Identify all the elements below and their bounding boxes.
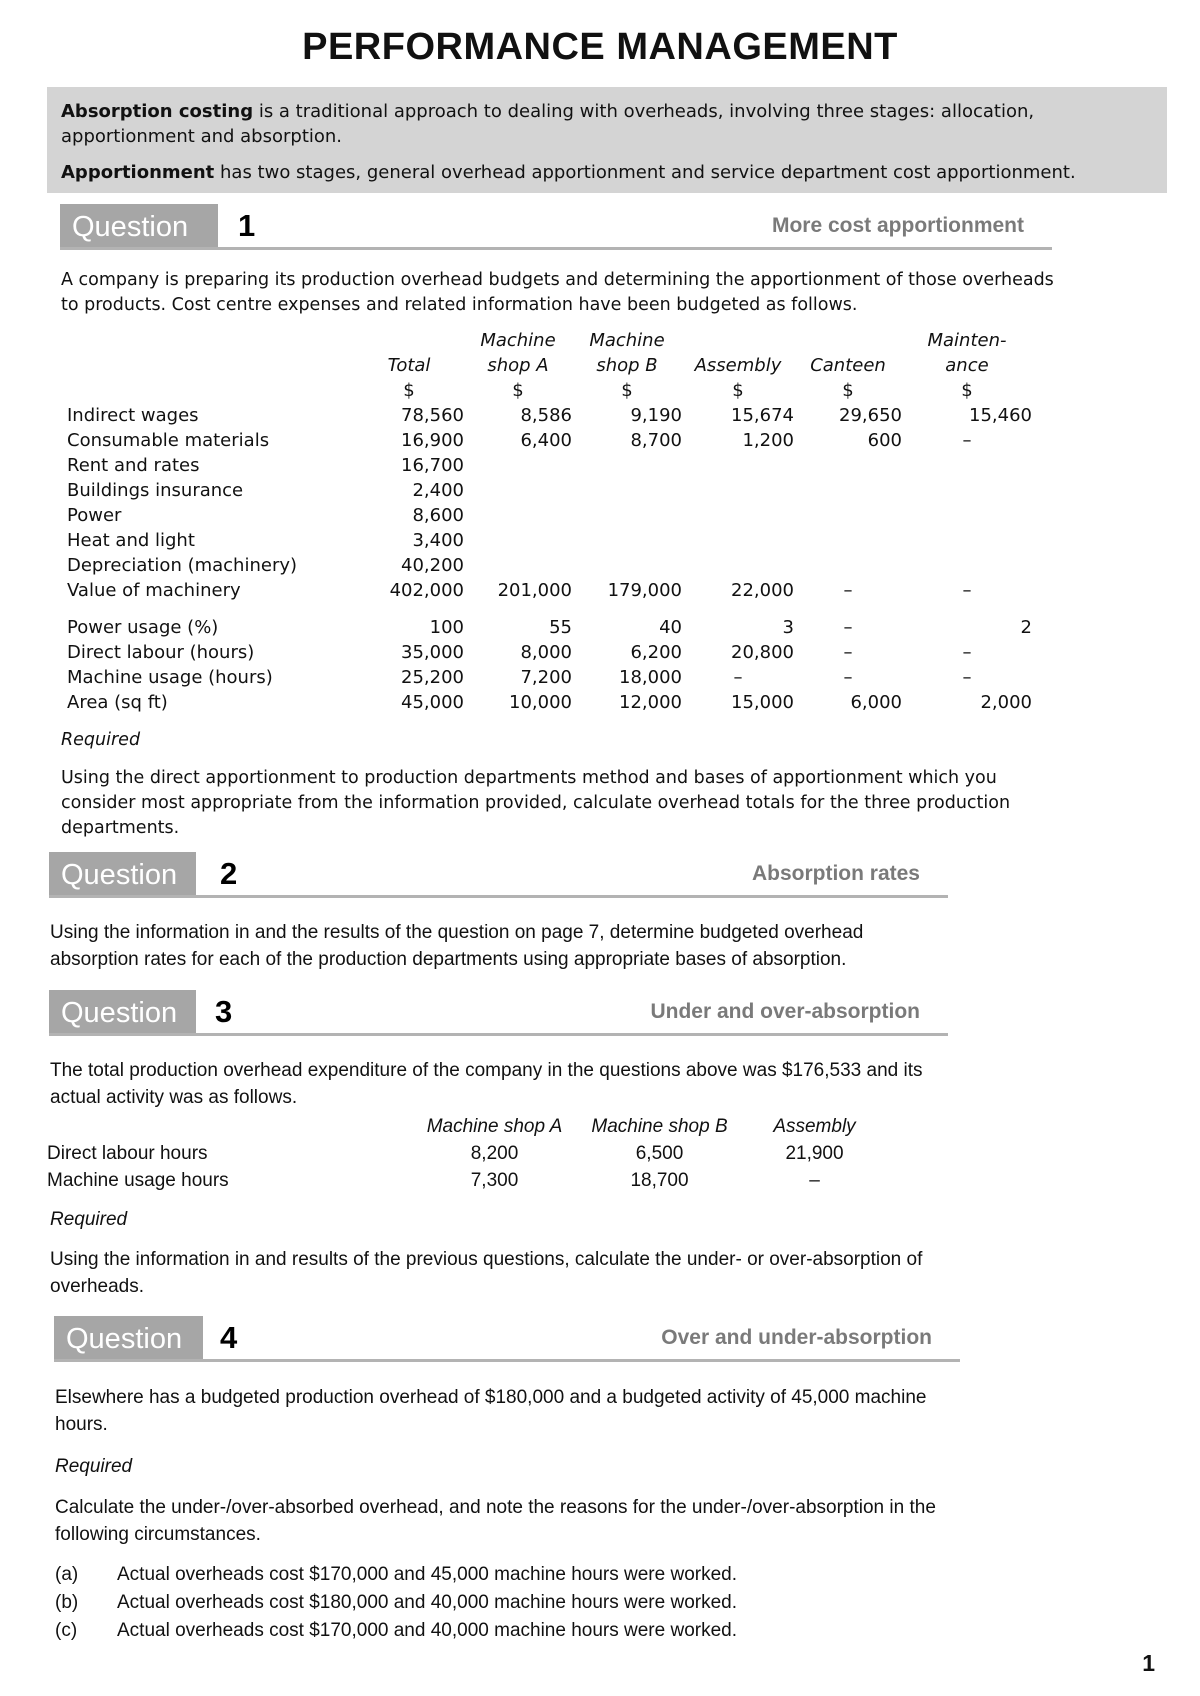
table-row [62,403,1032,428]
table-cell [47,1113,412,1140]
actual-activity-table [47,1113,887,1194]
table-row [62,640,1032,665]
table-cell: 2,400 [412,480,464,501]
table-cell: shop A [487,355,549,376]
table-row [62,453,1032,478]
question-1-topic: More cost apportionment [771,214,1024,237]
question-4-number: 4 [220,1320,238,1355]
question-3-rule [49,1033,948,1036]
table-cell: $ [842,380,854,401]
table-cell [572,478,682,503]
table-spacer [62,603,1032,615]
table-row [62,428,1032,453]
table-cell: 6,200 [630,642,682,663]
table-cell [464,503,572,528]
table-cell [62,328,354,353]
question-1-intro: A company is preparing its production overhead budgets and determining the apportionment of those overheads to products. Cost centre expenses and related information have been budgeted as follows. [61,270,1054,315]
question-3-number: 3 [215,994,233,1029]
list-item [55,1617,955,1645]
table-cell: shop B [596,355,658,376]
table-cell [572,553,682,578]
list-text: Actual overheads cost $170,000 and 45,000 machine hours were worked. [117,1564,738,1585]
table-cell: 2,000 [980,692,1032,713]
table-header-row [62,328,1032,353]
question-1-header [60,204,1052,250]
table-cell: 7,200 [520,667,572,688]
table-cell: 3 [782,617,794,638]
table-cell: Machine usage (hours) [67,667,273,688]
question-4-label: Question [54,1316,203,1360]
question-4-circumstances [55,1561,955,1645]
table-row [62,615,1032,640]
table-cell: Indirect wages [67,405,199,426]
table-cell: 179,000 [607,580,682,601]
table-cell: 21,900 [785,1143,844,1164]
table-cell [794,453,902,478]
table-cell: ance [945,355,989,376]
page-number: 1 [1142,1650,1155,1676]
key-point-absorption: Absorption costing is a traditional approach to dealing with overheads, involving three stages: allocation, apportionment and absorption. [61,101,1035,147]
table-cell: 402,000 [389,580,464,601]
table-header-row [47,1113,887,1140]
table-cell: 55 [549,617,572,638]
question-2-topic: Absorption rates [751,862,920,885]
table-cell: 6,500 [635,1143,684,1164]
table-cell [572,503,682,528]
question-4-header [54,1316,960,1362]
table-cell: Machine [480,330,556,351]
table-row [62,503,1032,528]
table-row [47,1140,887,1167]
table-cell: – [843,642,853,663]
table-cell: Machine [589,330,665,351]
table-cell: – [843,667,853,688]
key-point-apportionment: Apportionment has two stages, general overhead apportionment and service department cost apportionment. [61,162,1076,183]
question-1-rule [60,247,1052,250]
table-cell: Assembly [694,355,782,376]
table-cell: 35,000 [401,642,464,663]
table-cell [354,328,464,353]
table-cell [794,503,902,528]
table-cell: – [843,580,853,601]
table-cell: $ [621,380,633,401]
table-cell: Buildings insurance [67,480,244,501]
page-title: PERFORMANCE MANAGEMENT [302,26,898,68]
cost-centre-table [62,328,1032,715]
table-cell: 9,190 [630,405,682,426]
question-4-topic: Over and under-absorption [661,1326,932,1349]
table-cell: 1,200 [742,430,794,451]
table-cell: 8,600 [412,505,464,526]
question-2-rule [49,895,948,898]
question-3-topic: Under and over-absorption [650,1000,920,1023]
table-cell [62,378,354,403]
table-cell [464,553,572,578]
table-cell: Rent and rates [67,455,200,476]
table-cell: 22,000 [731,580,794,601]
table-cell: – [962,642,972,663]
table-cell [902,528,1032,553]
table-cell: 25,200 [401,667,464,688]
table-cell [902,553,1032,578]
table-cell: – [809,1170,820,1191]
table-cell [682,453,794,478]
table-cell [794,528,902,553]
table-cell: 40 [659,617,682,638]
table-cell: $ [512,380,524,401]
question-1-required-text: Using the direct apportionment to production departments method and bases of apportionment which you consider most appropriate from the information provided, calculate overhead totals for the three production departments. [61,768,1011,838]
table-cell: Consumable materials [67,430,270,451]
table-cell [902,478,1032,503]
table-cell [682,553,794,578]
table-cell: 8,000 [520,642,572,663]
table-cell: – [962,430,972,451]
table-cell: Machine shop B [591,1116,728,1137]
table-cell: Canteen [810,355,886,376]
table-row [62,478,1032,503]
table-cell [902,453,1032,478]
table-cell: 29,650 [839,405,902,426]
key-term-apportionment: Apportionment [61,162,215,183]
table-row [62,528,1032,553]
table-cell: 18,700 [630,1170,689,1191]
table-cell: Power usage (%) [67,617,219,638]
table-cell: 8,200 [470,1143,519,1164]
table-row [62,690,1032,715]
question-2-header [49,852,948,898]
list-text: Actual overheads cost $180,000 and 40,000 machine hours were worked. [117,1592,738,1613]
question-1-number: 1 [238,208,256,243]
question-4-required-label: Required [55,1456,133,1477]
table-cell: 15,000 [731,692,794,713]
table-header-row [62,378,1032,403]
question-3-required-label: Required [50,1209,128,1230]
question-4-required-text: Calculate the under-/over-absorbed overhead, and note the reasons for the under-/over-absorption in the following circumstances. [55,1497,936,1545]
list-item [55,1561,955,1589]
table-cell: Assembly [773,1116,856,1137]
table-cell: – [843,617,853,638]
table-header-row [62,353,1032,378]
question-3-intro: The total production overhead expenditure of the company in the questions above was $176,533 and its actual activity was as follows. [50,1060,923,1108]
table-cell: 15,674 [731,405,794,426]
table-cell [464,478,572,503]
question-2-label: Question [49,852,196,896]
table-cell: Area (sq ft) [67,692,168,713]
table-cell: Value of machinery [67,580,241,601]
table-cell: Heat and light [67,530,195,551]
table-cell: Mainten- [927,330,1007,351]
table-cell: Direct labour (hours) [67,642,255,663]
question-4-intro: Elsewhere has a budgeted production overhead of $180,000 and a budgeted activity of 45,000 machine hours. [55,1387,927,1435]
table-cell [794,553,902,578]
table-cell: Direct labour hours [47,1143,208,1164]
list-text: Actual overheads cost $170,000 and 40,000 machine hours were worked. [117,1620,738,1641]
table-row [62,553,1032,578]
table-cell: 16,700 [401,455,464,476]
table-cell: 201,000 [497,580,572,601]
key-points-box [47,87,1167,193]
table-cell [464,528,572,553]
table-cell [682,503,794,528]
list-item [55,1589,955,1617]
table-cell: 45,000 [401,692,464,713]
table-cell [794,328,902,353]
table-cell: 2 [1020,617,1032,638]
table-cell: $ [403,380,415,401]
table-cell: 100 [429,617,464,638]
table-cell: Machine usage hours [47,1170,229,1191]
question-3-header [49,990,948,1036]
table-cell: 12,000 [619,692,682,713]
table-cell [572,528,682,553]
table-cell: 18,000 [619,667,682,688]
table-cell: 8,586 [520,405,572,426]
table-cell [464,453,572,478]
table-cell [572,453,682,478]
table-cell: – [733,667,743,688]
question-2-number: 2 [220,856,238,891]
list-marker: (a) [55,1564,79,1585]
table-cell: 6,400 [520,430,572,451]
question-3-label: Question [49,990,196,1034]
table-cell: 600 [867,430,902,451]
table-cell: Power [67,505,122,526]
table-cell: 16,900 [401,430,464,451]
table-cell: 78,560 [401,405,464,426]
table-cell [682,328,794,353]
list-marker: (b) [55,1592,79,1613]
table-row [47,1167,887,1194]
key-term-absorption: Absorption costing [61,101,254,122]
question-1-required-label: Required [61,730,141,750]
table-cell: – [962,667,972,688]
table-cell: 6,000 [850,692,902,713]
table-cell: – [962,580,972,601]
table-cell [62,353,354,378]
table-cell: 40,200 [401,555,464,576]
table-cell: 8,700 [630,430,682,451]
table-cell [902,503,1032,528]
table-cell: 7,300 [470,1170,519,1191]
question-4-rule [54,1359,960,1362]
table-cell: 15,460 [969,405,1032,426]
list-marker: (c) [55,1620,78,1641]
table-cell [682,478,794,503]
table-row [62,578,1032,603]
table-cell: Machine shop A [426,1116,563,1137]
table-cell: $ [961,380,973,401]
table-cell: 20,800 [731,642,794,663]
table-cell [794,478,902,503]
table-cell: Total [387,355,431,376]
table-cell: 10,000 [509,692,572,713]
table-cell: Depreciation (machinery) [67,555,298,576]
table-cell: $ [732,380,744,401]
table-cell: 3,400 [412,530,464,551]
table-cell [682,528,794,553]
question-3-required-text: Using the information in and results of the previous questions, calculate the under- or over-absorption of overheads. [50,1249,923,1297]
question-2-text: Using the information in and the results of the question on page 7, determine budgeted overhead absorption rates for each of the production departments using appropriate bases of absorption. [50,922,864,970]
question-1-label: Question [60,204,218,248]
table-row [62,665,1032,690]
